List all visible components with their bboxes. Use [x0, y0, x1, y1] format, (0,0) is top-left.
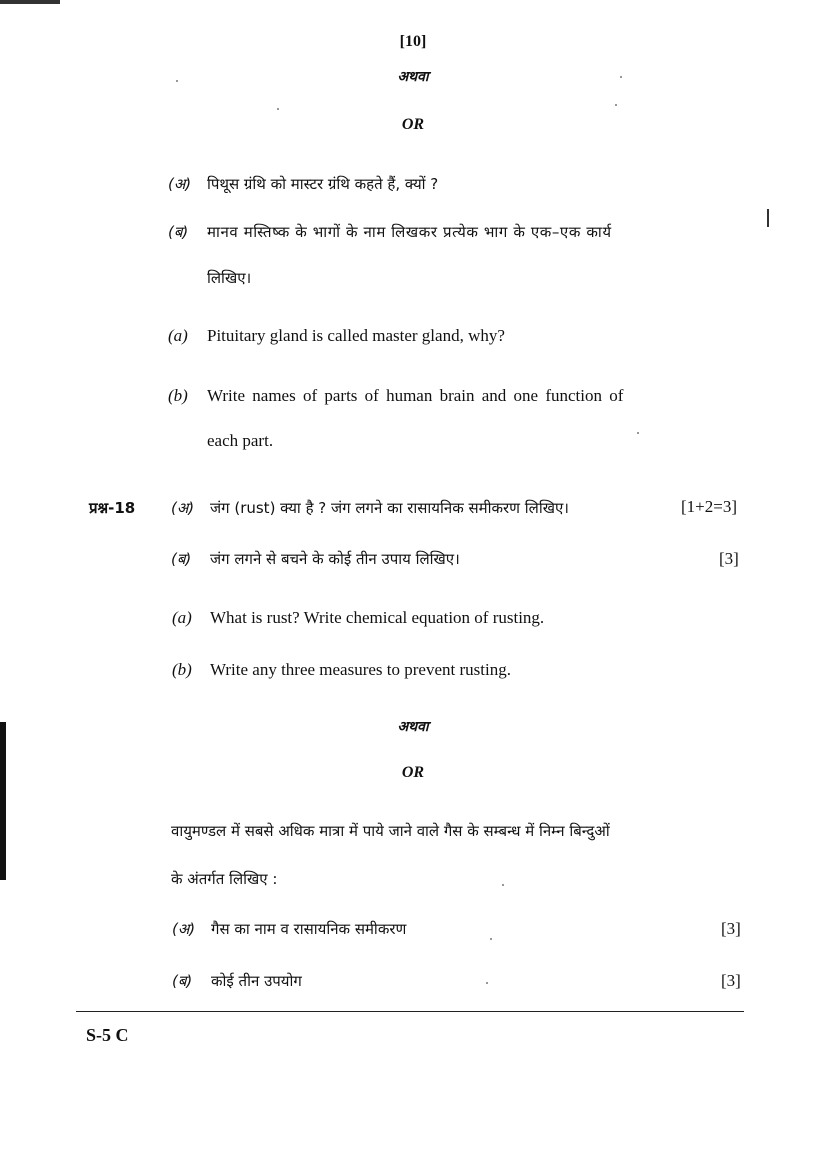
question-text-hi-cont: लिखिए। [207, 269, 252, 287]
option-label: (अ) [172, 920, 196, 938]
scan-speck [490, 938, 492, 940]
option-label: (ब) [171, 550, 192, 568]
option-label: (b) [168, 386, 188, 405]
option-label: (अ) [171, 499, 195, 517]
page-number: [10] [399, 33, 427, 50]
question-text-hi: कोई तीन उपयोग [211, 972, 302, 990]
question-text-hi: जंग लगने से बचने के कोई तीन उपाय लिखिए। [210, 550, 460, 568]
or-heading: OR [401, 116, 425, 133]
footer-code: S-5 C [86, 1025, 129, 1045]
marks: [3] [719, 549, 739, 568]
athva-heading: अथवा [397, 69, 429, 85]
question-text-en: Pituitary gland is called master gland, why? [207, 326, 505, 345]
question-number: प्रश्न-18 [89, 499, 136, 517]
scan-speck [277, 108, 279, 110]
scan-artifact-right-mark [767, 209, 769, 227]
scan-speck [637, 432, 639, 434]
question-text-hi-cont: के अंतर्गत लिखिए : [171, 870, 278, 888]
scan-artifact-left-edge [0, 722, 6, 880]
or-heading: OR [401, 764, 425, 781]
question-text-en: What is rust? Write chemical equation of rusting. [210, 608, 545, 627]
option-label: (a) [172, 608, 192, 627]
marks: [3] [721, 971, 741, 990]
scan-speck [615, 104, 617, 106]
option-label: (a) [168, 326, 188, 345]
option-label: (b) [172, 660, 192, 679]
athva-heading: अथवा [397, 719, 429, 735]
option-label: (अ) [168, 175, 192, 193]
question-text-en: Write any three measures to prevent rusting. [210, 660, 511, 679]
marks: [1+2=3] [681, 497, 737, 516]
question-text-en-cont: each part. [207, 431, 274, 450]
footer-rule [76, 1011, 744, 1012]
option-label: (ब) [168, 223, 189, 241]
option-label: (ब) [172, 972, 193, 990]
question-text-hi: पिथूस ग्रंथि को मास्टर ग्रंथि कहते हैं, क्यों ? [207, 175, 439, 193]
scan-speck [486, 982, 488, 984]
question-text-hi: वायुमण्डल में सबसे अधिक मात्रा में पाये जाने वाले गैस के सम्बन्ध में निम्न बिन्दुओं [171, 822, 610, 840]
question-text-hi: जंग (rust) क्या है ? जंग लगने का रासायनिक समीकरण लिखिए। [210, 499, 569, 517]
scan-speck [502, 884, 504, 886]
question-text-en: Write names of parts of human brain and one function of [207, 386, 624, 405]
scan-artifact-top [0, 0, 60, 4]
question-text-hi: मानव मस्तिष्क के भागों के नाम लिखकर प्रत्येक भाग के एक–एक कार्य [207, 223, 612, 241]
question-text-hi: गैस का नाम व रासायनिक समीकरण [211, 920, 407, 938]
marks: [3] [721, 919, 741, 938]
